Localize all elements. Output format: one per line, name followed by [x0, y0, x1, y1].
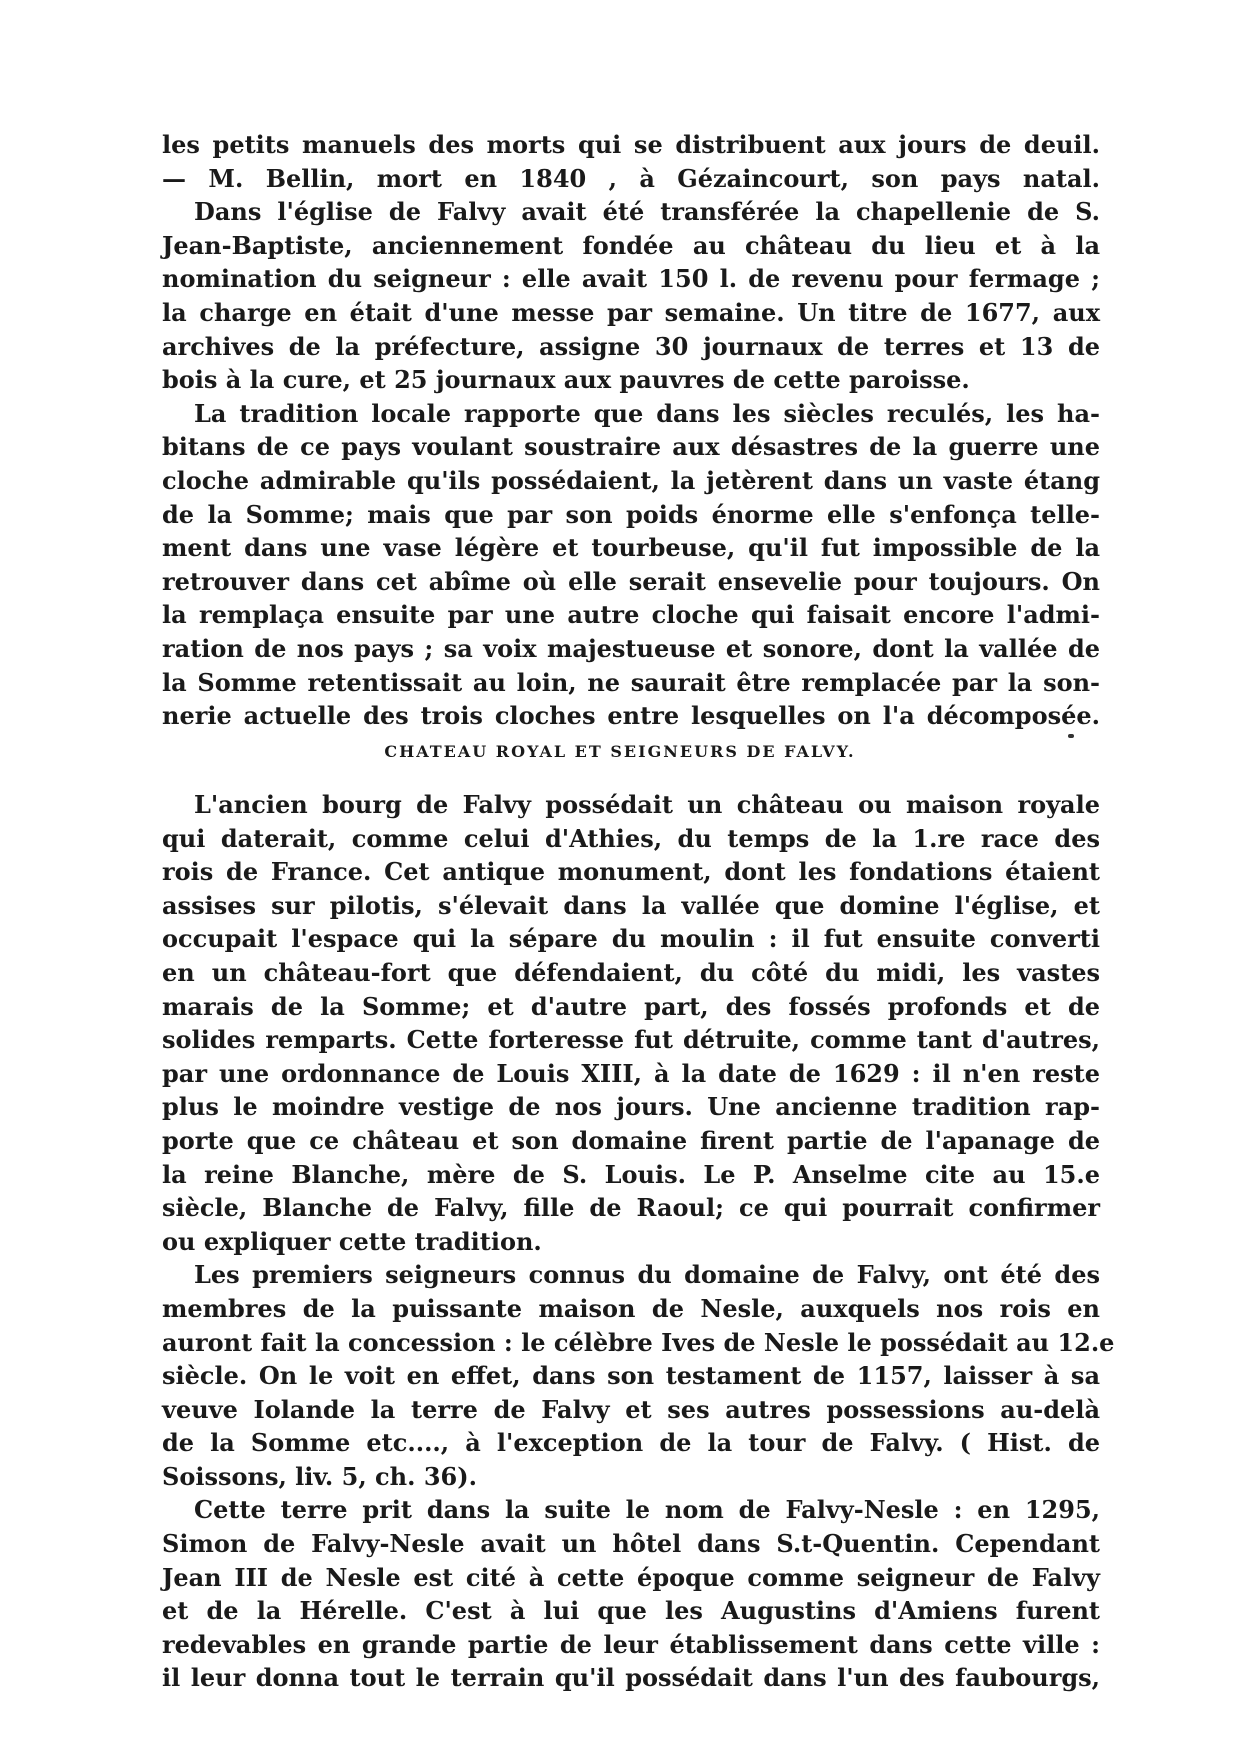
- text-line: la reine Blanche, mère de S. Louis. Le P. Anselme cite au 15.e: [162, 1159, 1100, 1189]
- text-line: auront fait la concession : le célèbre Ives de Nesle le possédait au 12.e: [162, 1327, 1115, 1357]
- text-line: et de la Hérelle. C'est à lui que les Augustins d'Amiens furent: [162, 1596, 1100, 1626]
- text-line: siècle. On le voit en effet, dans son testament de 1157, laisser à sa: [162, 1361, 1100, 1391]
- text-line: Jean III de Nesle est cité à cette époque comme seigneur de Falvy: [162, 1562, 1100, 1592]
- text-line: archives de la préfecture, assigne 30 journaux de terres et 13 de: [162, 331, 1100, 361]
- text-line: les petits manuels des morts qui se distribuent aux jours de deuil.: [162, 130, 1100, 159]
- text-line: — M. Bellin, mort en 1840 , à Gézaincourt, son pays natal.: [162, 163, 1100, 193]
- text-line: Jean-Baptiste, anciennement fondée au château du lieu et à la: [162, 230, 1100, 260]
- text-line: qui daterait, comme celui d'Athies, du temps de la 1.re race des: [162, 823, 1100, 853]
- text-line: L'ancien bourg de Falvy possédait un château ou maison royale: [194, 790, 1100, 819]
- text-line: en un château-fort que défendaient, du côté du midi, les vastes: [162, 957, 1100, 987]
- text-line: bitans de ce pays voulant soustraire aux désastres de la guerre une: [162, 432, 1100, 462]
- text-line: ou expliquer cette tradition.: [162, 1226, 542, 1256]
- text-line: la remplaça ensuite par une autre cloche qui faisait encore l'admi-: [162, 600, 1100, 630]
- text-line: cloche admirable qu'ils possédaient, la jetèrent dans un vaste étang: [162, 465, 1100, 495]
- text-line: assises sur pilotis, s'élevait dans la vallée que domine l'église, et: [162, 890, 1100, 920]
- text-line: rois de France. Cet antique monument, dont les fondations étaient: [162, 857, 1100, 887]
- text-line: ration de nos pays ; sa voix majestueuse et sonore, dont la vallée de: [162, 633, 1100, 663]
- text-line: Les premiers seigneurs connus du domaine de Falvy, ont été des: [194, 1260, 1100, 1290]
- text-line: de la Somme; mais que par son poids énorme elle s'enfonça telle-: [162, 499, 1100, 529]
- text-line: il leur donna tout le terrain qu'il possédait dans l'un des faubourgs,: [162, 1663, 1100, 1693]
- text-line: bois à la cure, et 25 journaux aux pauvres de cette paroisse.: [162, 365, 970, 395]
- text-line: Soissons, liv. 5, ch. 36).: [162, 1461, 477, 1491]
- text-line: marais de la Somme; et d'autre part, des fossés profonds et de: [162, 991, 1100, 1021]
- text-line: plus le moindre vestige de nos jours. Une ancienne tradition rap-: [162, 1092, 1100, 1122]
- text-line: ment dans une vase légère et tourbeuse, qu'il fut impossible de la: [162, 533, 1100, 563]
- text-line: Simon de Falvy-Nesle avait un hôtel dans S.t-Quentin. Cependant: [162, 1529, 1100, 1559]
- text-line: porte que ce château et son domaine firent partie de l'apanage de: [162, 1125, 1100, 1155]
- text-line: par une ordonnance de Louis XIII, à la date de 1629 : il n'en reste: [162, 1058, 1100, 1088]
- text-line: membres de la puissante maison de Nesle, auxquels nos rois en: [162, 1293, 1100, 1323]
- text-line: la Somme retentissait au loin, ne saurait être remplacée par la son-: [162, 667, 1100, 697]
- text-line: de la Somme etc...., à l'exception de la tour de Falvy. ( Hist. de: [162, 1428, 1100, 1458]
- text-line: nerie actuelle des trois cloches entre lesquelles on l'a décomposée.: [162, 701, 1100, 731]
- bottom-paragraphs: [162, 788, 1115, 1695]
- text-line: occupait l'espace qui la sépare du moulin : il fut ensuite converti: [162, 924, 1100, 954]
- print-speck: [1068, 734, 1074, 738]
- text-line: Cette terre prit dans la suite le nom de Falvy-Nesle : en 1295,: [194, 1495, 1100, 1525]
- text-line: nomination du seigneur : elle avait 150 l. de revenu pour fermage ;: [162, 264, 1100, 294]
- text-line: siècle, Blanche de Falvy, fille de Raoul; ce qui pourrait confirmer: [162, 1193, 1100, 1223]
- top-paragraphs: [162, 128, 1100, 733]
- text-line: Dans l'église de Falvy avait été transférée la chapellenie de S.: [194, 197, 1100, 227]
- text-line: la charge en était d'une messe par semaine. Un titre de 1677, aux: [162, 297, 1100, 327]
- text-line: solides remparts. Cette forteresse fut détruite, comme tant d'autres,: [162, 1025, 1100, 1055]
- text-line: redevables en grande partie de leur établissement dans cette ville :: [162, 1629, 1100, 1659]
- text-line: retrouver dans cet abîme où elle serait ensevelie pour toujours. On: [162, 566, 1100, 596]
- section-heading: CHATEAU ROYAL ET SEIGNEURS DE FALVY.: [384, 742, 856, 761]
- text-line: veuve Iolande la terre de Falvy et ses autres possessions au-delà: [162, 1394, 1100, 1424]
- text-line: La tradition locale rapporte que dans les siècles reculés, les ha-: [194, 398, 1100, 428]
